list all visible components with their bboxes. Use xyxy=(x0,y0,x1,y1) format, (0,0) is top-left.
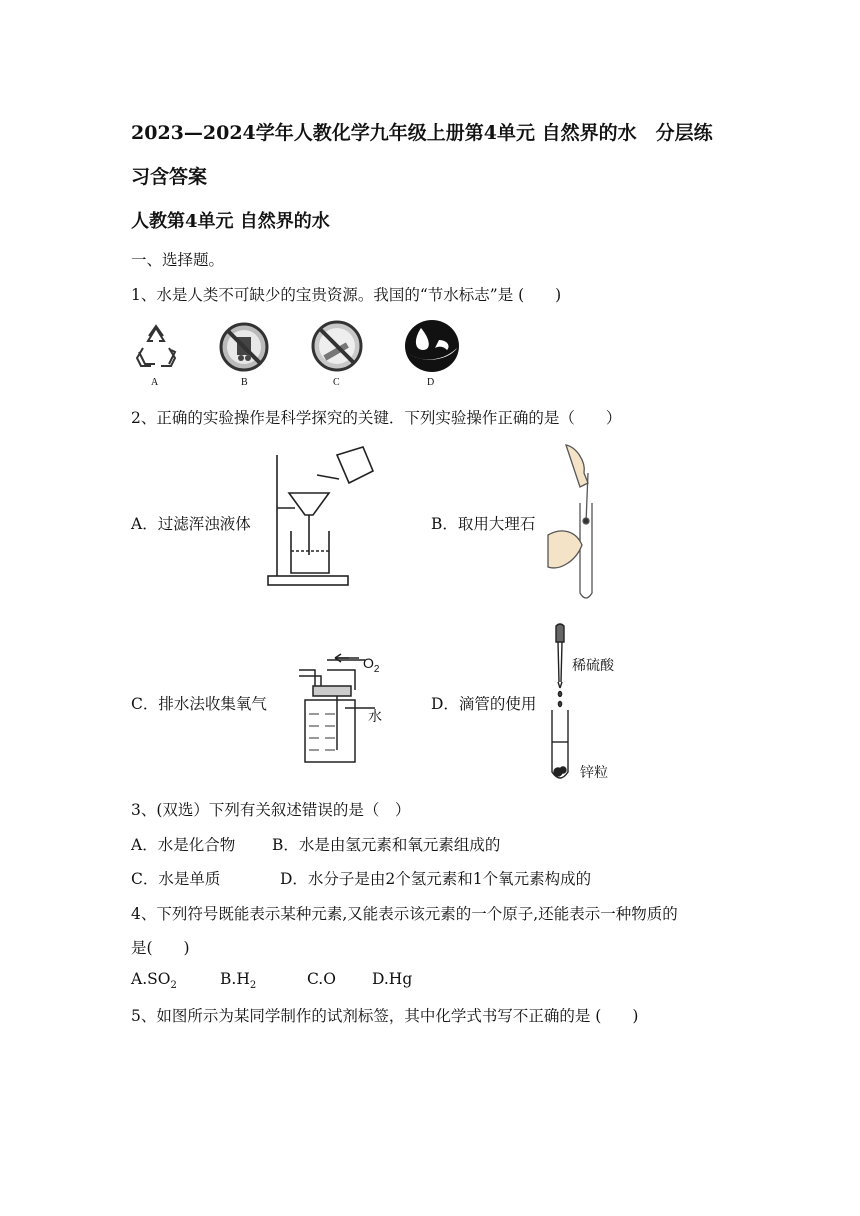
q4-option-c: C.O xyxy=(307,970,336,988)
q4-option-b: $B.H_2$ xyxy=(220,970,257,992)
water-label: 水 xyxy=(368,709,382,725)
doc-title-line1: 2023—2024学年人教化学九年级上册第4单元 自然界的水 分层练 xyxy=(131,122,713,144)
q5-stem: 5、如图所示为某同学制作的试剂标签，其中化学式书写不正确的是 ( ) xyxy=(131,1007,639,1025)
no-littering-icon xyxy=(217,320,271,374)
q4-option-a: $A.SO_2$ xyxy=(131,970,177,992)
q1-label-c: C xyxy=(333,377,340,388)
q2-option-c: C．排水法收集氧气 xyxy=(131,695,267,713)
o2-label: $O_2$ xyxy=(363,655,380,675)
gas-bottle-icon xyxy=(295,650,405,765)
recycle-icon xyxy=(131,322,181,372)
q2-option-b: B．取用大理石 xyxy=(431,515,536,533)
water-saving-icon xyxy=(403,318,461,374)
marble-tube-hand-icon xyxy=(546,443,606,603)
q3-option-b: B．水是由氢元素和氧元素组成的 xyxy=(272,836,501,854)
no-smoking-icon xyxy=(309,318,365,374)
q4-option-d: D.Hg xyxy=(372,970,413,988)
dropper-tube-icon xyxy=(540,622,580,784)
filtration-apparatus-icon xyxy=(265,443,385,588)
q3-option-c: C．水是单质 xyxy=(131,870,221,888)
q1-stem: 1、水是人类不可缺少的宝贵资源。我国的“节水标志”是 ( ) xyxy=(131,286,562,304)
q2-option-a: A．过滤浑浊液体 xyxy=(131,515,251,533)
q1-label-a: A xyxy=(151,377,159,388)
q3-stem: 3、(双选）下列有关叙述错误的是（ ） xyxy=(131,801,411,819)
q3-option-d: D．水分子是由2个氢元素和1个氧元素构成的 xyxy=(280,870,592,888)
part-heading: 一、选择题。 xyxy=(131,251,225,269)
acid-label: 稀硫酸 xyxy=(572,658,614,674)
q1-label-b: B xyxy=(241,377,248,388)
q4-stem-line1: 4、下列符号既能表示某种元素,又能表示该元素的一个原子,还能表示一种物质的 xyxy=(131,905,678,923)
section-heading: 人教第4单元 自然界的水 xyxy=(131,211,330,232)
q3-option-a: A．水是化合物 xyxy=(131,836,236,854)
q1-label-d: D xyxy=(427,377,435,388)
zinc-label: 锌粒 xyxy=(580,765,608,781)
q2-option-d: D．滴管的使用 xyxy=(431,695,537,713)
q4-stem-line2: 是( ) xyxy=(131,939,190,957)
q2-stem: 2、正确的实验操作是科学探究的关键．下列实验操作正确的是（ ） xyxy=(131,409,622,427)
doc-title-line2: 习含答案 xyxy=(131,166,208,188)
